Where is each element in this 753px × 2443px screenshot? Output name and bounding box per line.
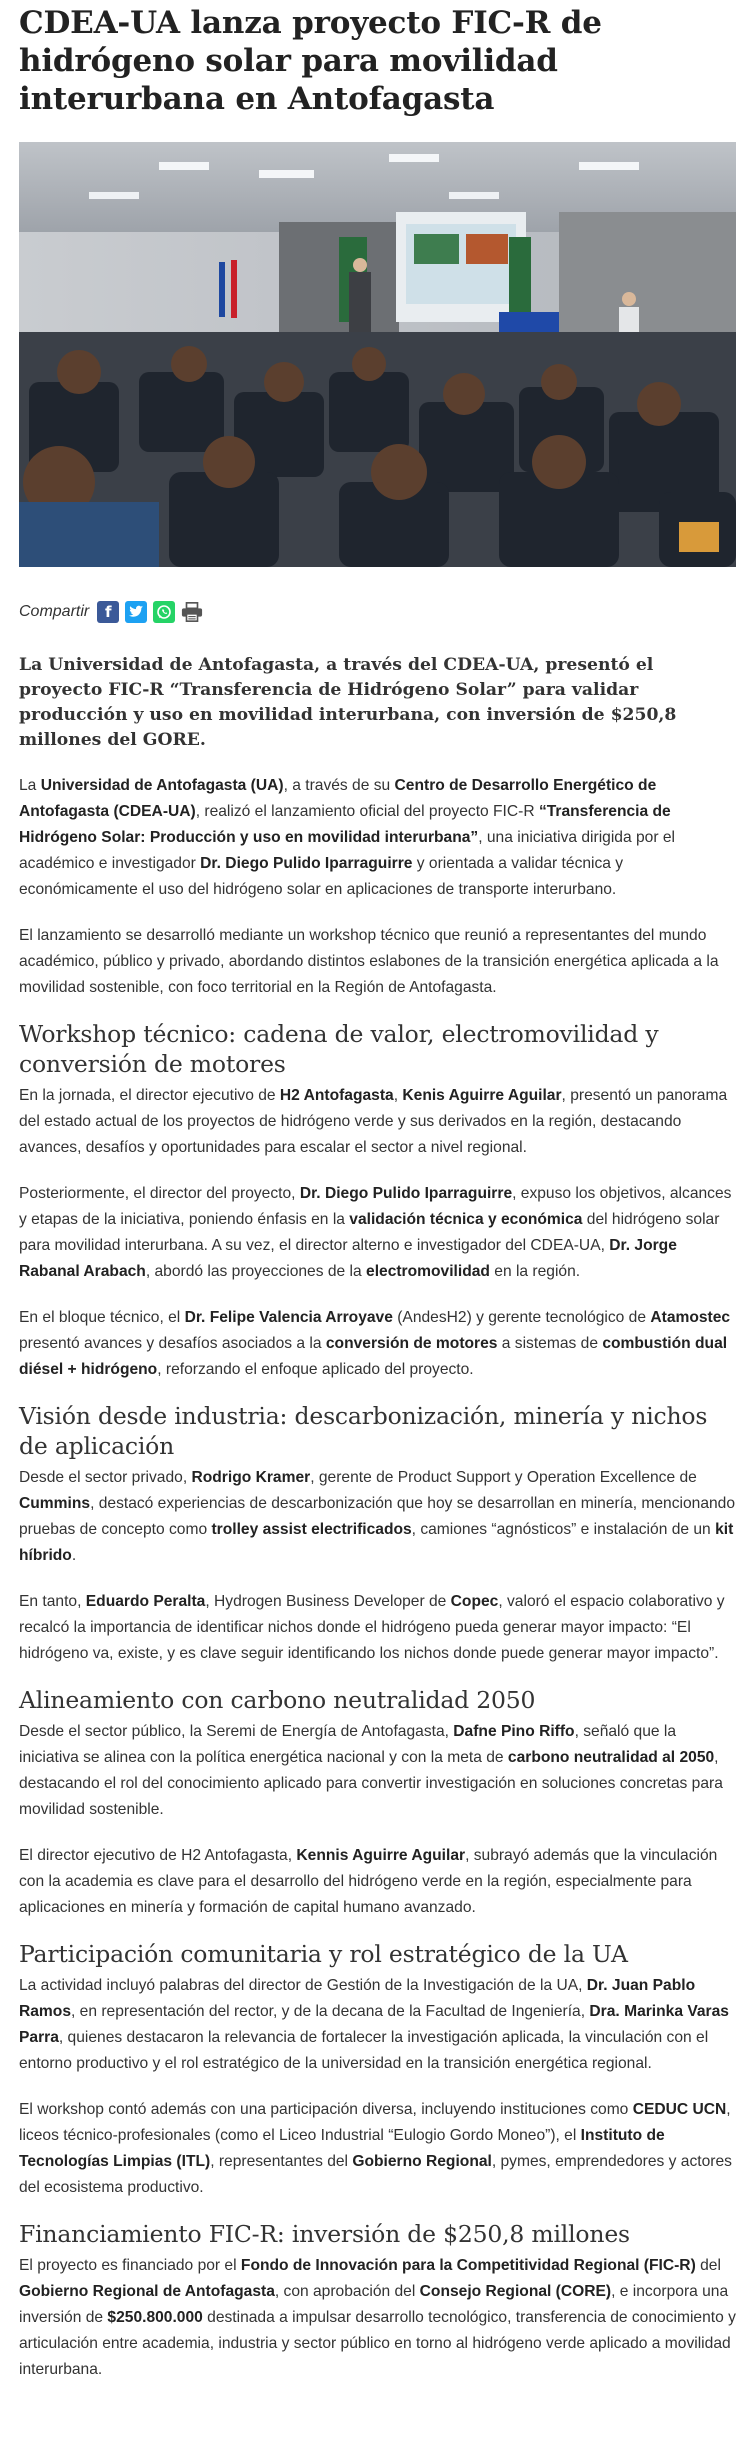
- paragraph-3: En la jornada, el director ejecutivo de H2 Antofagasta, Kenis Aguirre Aguilar, presentó un panorama del estado actual de los proyectos de hidrógeno verde y sus derivados en la región, destacando avances, desafíos y oportunidades para escalar el sector a nivel regional.: [19, 1087, 728, 1156]
- paragraph-11: El workshop contó además con una participación diversa, incluyendo instituciones como CEDUC UCN, liceos técnico-profesionales (como el Liceo Industrial “Eulogio Gordo Moneo”), el Instituto de Tecnologías Limpias (ITL), representantes del Gobierno Regional, pymes, emprendedores y actores del ecosistema productivo.: [19, 2101, 732, 2196]
- paragraph-8: Desde el sector público, la Seremi de Energía de Antofagasta, Dafne Pino Riffo, señaló que la iniciativa se alinea con la política energética nacional y con la meta de carbono neutralidad al 2050, destacando el rol del conocimiento aplicado para convertir investigación en soluciones concretas para movilidad sostenible.: [19, 1723, 723, 1818]
- paragraph-6: Desde el sector privado, Rodrigo Kramer, gerente de Product Support y Operation Excellence de Cummins, destacó experiencias de descarbonización que hoy se desarrollan en minería, mencionando pruebas de concepto como trolley assist electrificados, camiones “agnósticos” e instalación de un kit híbrido.: [19, 1469, 736, 1564]
- section-heading-workshop: Workshop técnico: cadena de valor, electromovilidad y conversión de motores: [19, 1020, 659, 1078]
- share-bar: [19, 599, 740, 625]
- paragraph-9: El director ejecutivo de H2 Antofagasta, Kennis Aguirre Aguilar, subrayó además que la vinculación con la academia es clave para el desarrollo del hidrógeno verde en la región, especialmente para aplicaciones en minería y formación de capital humano avanzado.: [19, 1847, 718, 1916]
- section-heading-comunidad: Participación comunitaria y rol estratégico de la UA: [19, 1940, 628, 1968]
- twitter-icon[interactable]: [125, 601, 147, 623]
- section-heading-industria: Visión desde industria: descarbonización, minería y nichos de aplicación: [19, 1402, 708, 1460]
- paragraph-4: Posteriormente, el director del proyecto, Dr. Diego Pulido Iparraguirre, expuso los objetivos, alcances y etapas de la iniciativa, poniendo énfasis en la validación técnica y económica del hidrógeno solar para movilidad interurbana. A su vez, el director alterno e investigador del CDEA-UA, Dr. Jorge Rabanal Arabach, abordó las proyecciones de la electromovilidad en la región.: [19, 1185, 732, 1280]
- section-heading-carbono: Alineamiento con carbono neutralidad 2050: [19, 1686, 536, 1714]
- section-heading-financiamiento: Financiamiento FIC-R: inversión de $250,8 millones: [19, 2220, 630, 2248]
- paragraph-10: La actividad incluyó palabras del director de Gestión de la Investigación de la UA, Dr. Juan Pablo Ramos, en representación del rector, y de la decana de la Facultad de Ingeniería, Dra. Marinka Varas Parra, quienes destacaron la relevancia de fortalecer la investigación aplicada, la vinculación con el entorno productivo y el rol estratégico de la universidad en la transición energética regional.: [19, 1977, 729, 2072]
- paragraph-7: En tanto, Eduardo Peralta, Hydrogen Business Developer de Copec, valoró el espacio colaborativo y recalcó la importancia de identificar nichos donde el hidrógeno pueda generar mayor impacto: “El hidrógeno va, existe, y es clave seguir identificando los nichos donde puede generar mayor impacto”.: [19, 1593, 725, 1662]
- paragraph-2: El lanzamiento se desarrolló mediante un workshop técnico que reunió a representantes del mundo académico, público y privado, abordando distintos eslabones de la transición energética aplicada a la movilidad sostenible, con foco territorial en la Región de Antofagasta.: [19, 927, 719, 996]
- article-lead: La Universidad de Antofagasta, a través del CDEA-UA, presentó el proyecto FIC-R “Transferencia de Hidrógeno Solar” para validar producción y uso en movilidad interurbana, con inversión de $250,8 millones del GORE.: [19, 655, 677, 750]
- facebook-icon[interactable]: f: [97, 601, 119, 623]
- paragraph-12: El proyecto es financiado por el Fondo de Innovación para la Competitividad Regional (FIC-R) del Gobierno Regional de Antofagasta, con aprobación del Consejo Regional (CORE), e incorpora una inversión de $250.800.000 destinada a impulsar desarrollo tecnológico, transferencia de conocimiento y articulación entre academia, industria y sector público en torno al hidrógeno verde aplicado a movilidad interurbana.: [19, 2257, 736, 2378]
- paragraph-5: En el bloque técnico, el Dr. Felipe Valencia Arroyave (AndesH2) y gerente tecnológico de Atamostec presentó avances y desafíos asociados a la conversión de motores a sistemas de combustión dual diésel + hidrógeno, reforzando el enfoque aplicado del proyecto.: [19, 1309, 731, 1378]
- whatsapp-icon[interactable]: [153, 601, 175, 623]
- article-title: CDEA-UA lanza proyecto FIC-R de hidrógeno solar para movilidad interurbana en Antofagasta: [19, 5, 602, 117]
- paragraph-1: La Universidad de Antofagasta (UA), a través de su Centro de Desarrollo Energético de Antofagasta (CDEA-UA), realizó el lanzamiento oficial del proyecto FIC-R “Transferencia de Hidrógeno Solar: Producción y uso en movilidad interurbana”, una iniciativa dirigida por el académico e investigador Dr. Diego Pulido Iparraguirre y orientada a validar técnica y económicamente el uso del hidrógeno solar en aplicaciones de transporte interurbano.: [19, 777, 675, 898]
- print-icon[interactable]: [181, 601, 203, 623]
- article: [19, 0, 740, 2383]
- event-photo: [19, 142, 736, 567]
- share-label: Compartir: [19, 603, 90, 620]
